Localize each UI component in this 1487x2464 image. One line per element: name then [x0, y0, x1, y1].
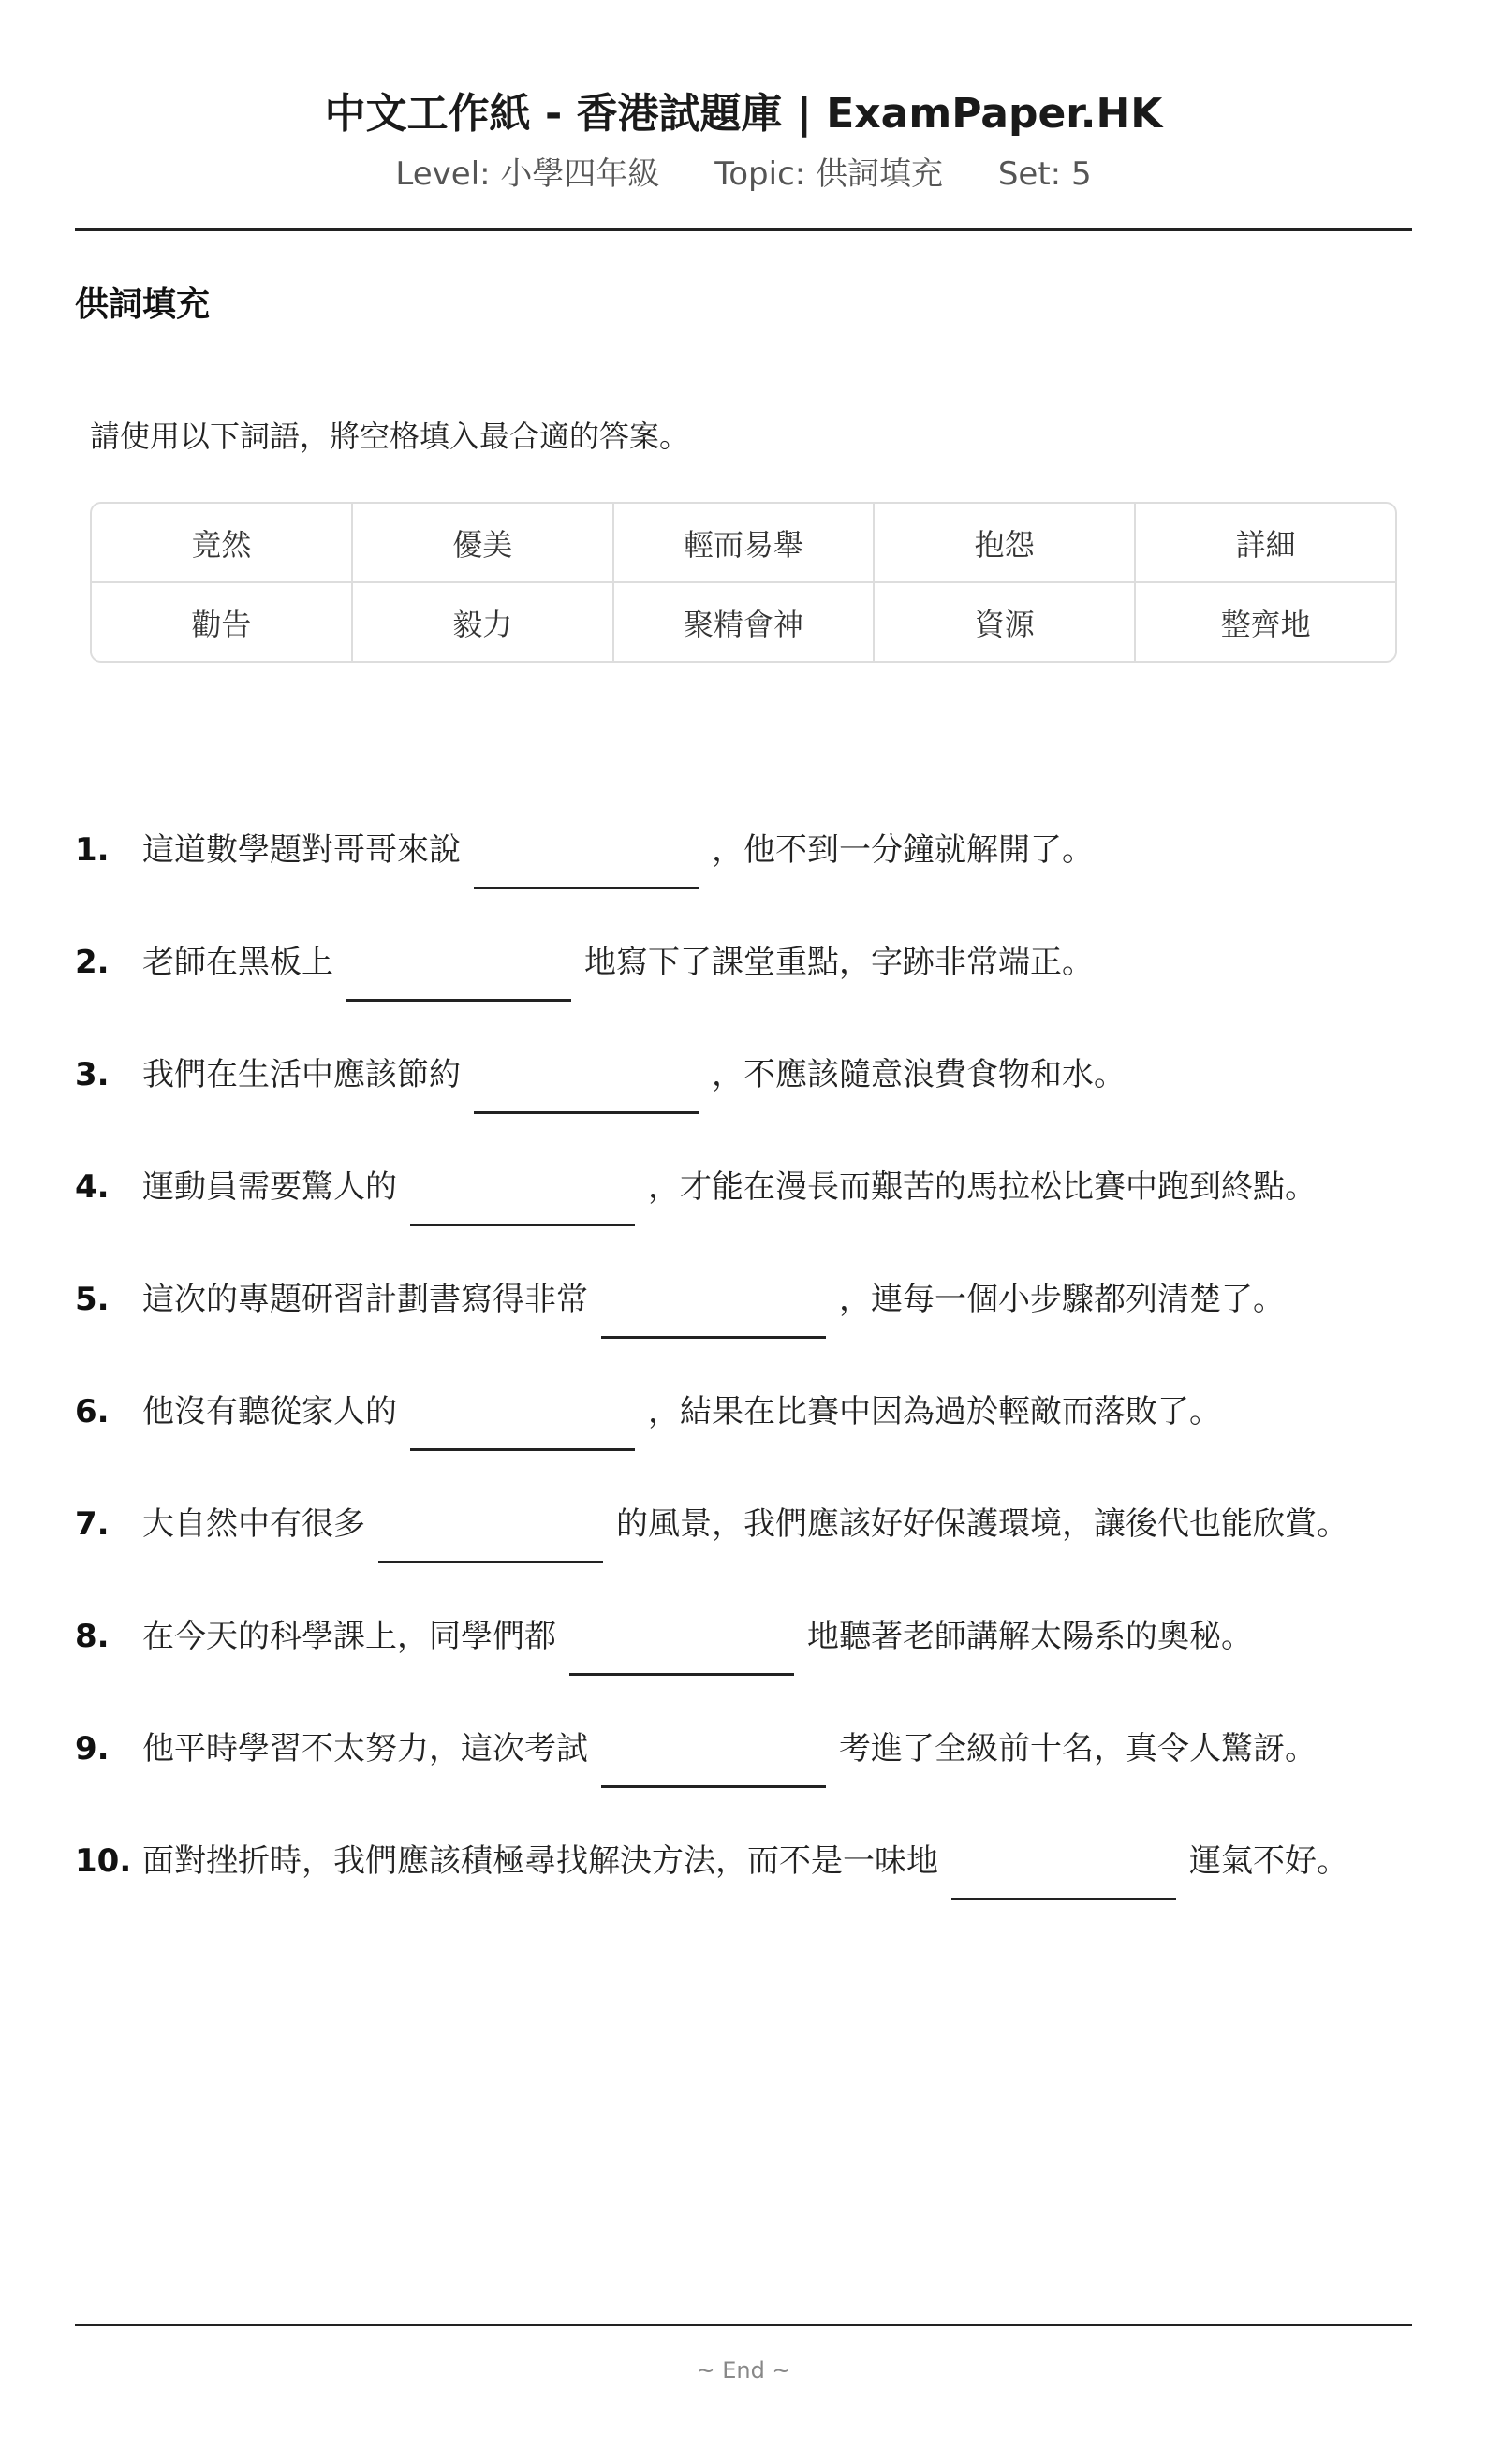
word-bank-table [90, 502, 1397, 663]
question-number: 3. [75, 1056, 110, 1093]
answer-blank[interactable] [951, 1860, 1176, 1900]
word-bank-cell: 輕而易舉 [612, 504, 874, 581]
question-text [142, 1165, 1317, 1213]
question-text [142, 1614, 1253, 1663]
question-list [75, 764, 1412, 1887]
word-bank-cell: 聚精會神 [612, 583, 874, 661]
question-text-before: 他沒有聽從家人的 [142, 1393, 397, 1430]
answer-blank[interactable] [601, 1748, 826, 1788]
header-divider [75, 228, 1412, 231]
page-title: 中文工作紙 - 香港試題庫 | ExamPaper.HK [324, 90, 1163, 138]
set-label: Set: 5 [997, 155, 1092, 193]
question-text-before: 大自然中有很多 [142, 1505, 365, 1543]
question-item [75, 1550, 1412, 1663]
question-number: 8. [75, 1618, 110, 1655]
level-label: Level: 小學四年級 [395, 155, 660, 193]
word-bank-cell: 竟然 [191, 526, 252, 563]
question-item [75, 876, 1412, 989]
footer-divider [75, 2324, 1412, 2326]
word-bank-cell: 詳細 [1134, 504, 1395, 581]
question-text-after: 的風景，我們應該好好保護環境，讓後代也能欣賞。 [616, 1505, 1348, 1543]
question-text [142, 1389, 1221, 1438]
answer-blank[interactable] [378, 1523, 603, 1563]
question-item [75, 1326, 1412, 1438]
question-number: 7. [75, 1505, 110, 1543]
word-bank-row [92, 581, 1395, 661]
word-bank-cell: 勸告 [191, 606, 252, 642]
question-number: 10. [75, 1842, 132, 1880]
question-item [75, 1438, 1412, 1550]
question-item [75, 1775, 1412, 1887]
question-number: 9. [75, 1730, 110, 1767]
question-number: 4. [75, 1168, 110, 1206]
question-number: 1. [75, 831, 110, 869]
question-item [75, 989, 1412, 1101]
question-text [142, 1726, 1317, 1775]
question-text [142, 1277, 1285, 1326]
topic-label: Topic: 供詞填充 [714, 155, 944, 193]
section-title: 供詞填充 [75, 286, 211, 324]
question-number: 2. [75, 944, 110, 981]
question-item [75, 1663, 1412, 1775]
answer-blank[interactable] [346, 961, 571, 1002]
question-text-before: 他平時學習不太努力，這次考試 [142, 1730, 588, 1767]
answer-blank[interactable] [474, 1074, 699, 1114]
word-bank-cell: 資源 [873, 583, 1134, 661]
answer-blank[interactable] [569, 1635, 794, 1676]
question-text-after: ，連每一個小步驟都列清楚了。 [839, 1281, 1285, 1318]
question-text-before: 這道數學題對哥哥來說 [142, 831, 461, 869]
answer-blank[interactable] [410, 1186, 635, 1226]
worksheet-page [75, 0, 1412, 2464]
question-text-before: 面對挫折時，我們應該積極尋找解決方法，而不是一味地 [142, 1842, 938, 1880]
question-text-after: 地聽著老師講解太陽系的奧秘。 [807, 1618, 1253, 1655]
question-item [75, 1213, 1412, 1326]
word-bank-row [92, 504, 1395, 581]
answer-blank[interactable] [601, 1298, 826, 1339]
question-item [75, 764, 1412, 876]
question-text-before: 老師在黑板上 [142, 944, 333, 981]
word-bank-cell: 整齊地 [1134, 583, 1395, 661]
question-text [142, 1502, 1348, 1550]
question-text [142, 940, 1094, 989]
question-text [142, 1052, 1126, 1101]
question-text-after: ，他不到一分鐘就解開了。 [712, 831, 1094, 869]
word-bank-cell: 抱怨 [873, 504, 1134, 581]
worksheet-meta [75, 154, 1412, 195]
question-text-before: 在今天的科學課上，同學們都 [142, 1618, 556, 1655]
question-item [75, 1101, 1412, 1213]
question-number: 5. [75, 1281, 110, 1318]
question-text [142, 828, 1094, 876]
question-text-after: 考進了全級前十名，真令人驚訝。 [839, 1730, 1317, 1767]
footer-text: ~ End ~ [696, 2357, 791, 2383]
question-text-before: 這次的專題研習計劃書寫得非常 [142, 1281, 588, 1318]
question-text-before: 運動員需要驚人的 [142, 1168, 397, 1206]
question-text-after: 運氣不好。 [1189, 1842, 1348, 1880]
question-text-before: 我們在生活中應該節約 [142, 1056, 461, 1093]
answer-blank[interactable] [474, 849, 699, 889]
word-bank-cell: 優美 [351, 504, 612, 581]
question-text-after: ，才能在漫長而艱苦的馬拉松比賽中跑到終點。 [648, 1168, 1317, 1206]
question-text-after: 地寫下了課堂重點，字跡非常端正。 [584, 944, 1094, 981]
worksheet-header [75, 86, 1412, 195]
word-bank-cell: 毅力 [351, 583, 612, 661]
question-number: 6. [75, 1393, 110, 1430]
instruction-text: 請使用以下詞語，將空格填入最合適的答案。 [90, 418, 690, 454]
question-text-after: ，不應該隨意浪費食物和水。 [712, 1056, 1126, 1093]
question-text [142, 1839, 1348, 1887]
question-text-after: ，結果在比賽中因為過於輕敵而落敗了。 [648, 1393, 1221, 1430]
answer-blank[interactable] [410, 1411, 635, 1451]
